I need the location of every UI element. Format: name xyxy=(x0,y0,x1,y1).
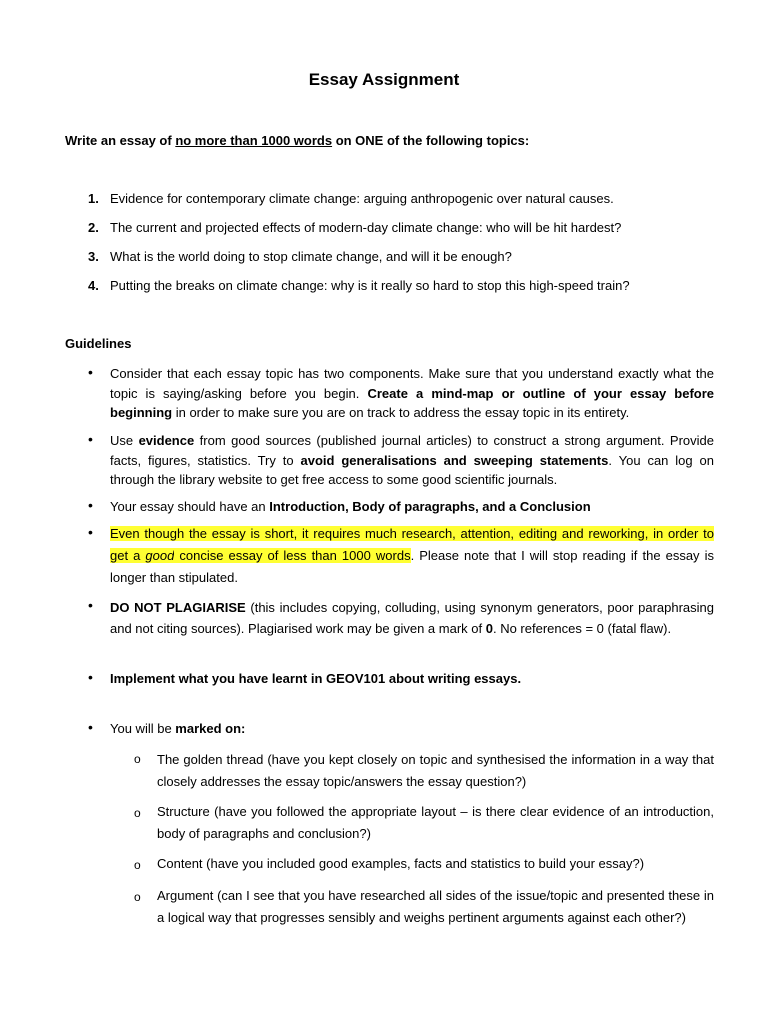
bullet-icon: • xyxy=(88,497,93,513)
guideline-emphasis: marked on: xyxy=(175,721,246,736)
highlighted-text: concise essay of less than 1000 words xyxy=(174,548,411,563)
guidelines-heading: Guidelines xyxy=(65,336,132,351)
topic-number: 3. xyxy=(88,249,99,264)
guideline-text: from good sources (published journal articles) to construct a strong argument. Provide facts, figures, statistics. Try to xyxy=(110,433,714,468)
guideline-emphasis: avoid generalisations and sweeping statements xyxy=(300,452,609,468)
highlighted-italic-text: good xyxy=(145,548,175,563)
highlighted-text: Even though the essay is short, it requires much research, attention, editing and reworking, in order to get a xyxy=(110,526,714,563)
marking-criterion: The golden thread (have you kept closely on topic and synthesised the information in a way that closely addresses the essay topic/answers the essay question?) xyxy=(157,752,714,789)
marking-criterion: Argument (can I see that you have researched all sides of the issue/topic and presented these in a logical way that progresses sensibly and weighs pertinent arguments against each other?) xyxy=(157,888,714,925)
guideline-emphasis: Implement what you have learnt in GEOV101 about writing essays. xyxy=(110,671,522,686)
circle-bullet-icon: o xyxy=(134,858,141,872)
guideline-text: You will be xyxy=(110,721,176,736)
topic-number: 2. xyxy=(88,220,99,235)
guideline-text: (this includes copying, colluding, using synonym generators, poor paraphrasing and not citing sources). Plagiarised work may be given a mark of xyxy=(110,600,714,636)
guideline-text: . No references = 0 (fatal flaw). xyxy=(492,621,672,636)
instruction-start: Write an essay of xyxy=(65,133,176,148)
bullet-icon: • xyxy=(88,669,93,685)
circle-bullet-icon: o xyxy=(134,806,141,820)
guideline-emphasis: Create a mind-map or outline of your essay before beginning xyxy=(110,385,714,420)
guideline-emphasis: DO NOT PLAGIARISE xyxy=(110,600,246,615)
topic-text: Evidence for contemporary climate change: arguing anthropogenic over natural causes. xyxy=(110,191,614,206)
circle-bullet-icon: o xyxy=(134,890,141,904)
marking-criterion: Structure (have you followed the appropriate layout – is there clear evidence of an introduction, body of paragraphs and conclusion?) xyxy=(157,804,714,841)
instruction-end: on ONE of the following topics: xyxy=(332,133,530,148)
bullet-icon: • xyxy=(88,364,93,380)
topic-text: Putting the breaks on climate change: why is it really so hard to stop this high-speed train? xyxy=(110,278,630,293)
topic-item xyxy=(88,248,728,277)
guideline-item xyxy=(110,669,714,689)
topic-item xyxy=(88,190,728,219)
topic-item xyxy=(88,219,728,248)
marking-criterion: Content (have you included good examples, facts and statistics to build your essay?) xyxy=(157,856,645,871)
guideline-item xyxy=(110,497,714,517)
guideline-text: in order to make sure you are on track to address the essay topic in its entirety. xyxy=(172,405,630,420)
assignment-instruction xyxy=(65,133,725,148)
guideline-emphasis: 0 xyxy=(485,621,493,636)
guideline-item-highlighted xyxy=(110,523,714,589)
guideline-emphasis: Introduction, Body of paragraphs, and a Conclusion xyxy=(269,499,591,514)
bullet-icon: • xyxy=(88,597,93,613)
bullet-icon: • xyxy=(88,719,93,735)
topic-list xyxy=(88,190,728,306)
guideline-text: Use xyxy=(110,433,139,448)
page-title: Essay Assignment xyxy=(308,70,460,89)
marking-heading xyxy=(110,719,714,739)
topic-text: What is the world doing to stop climate change, and will it be enough? xyxy=(110,249,512,264)
topic-number: 4. xyxy=(88,278,99,293)
guideline-emphasis: evidence xyxy=(138,433,195,448)
topic-number: 1. xyxy=(88,191,99,206)
guideline-text: Consider that each essay topic has two components. Make sure that you understand exactly what the topic is saying/asking before you begin. xyxy=(110,366,714,401)
guideline-item xyxy=(110,597,714,639)
word-limit: no more than 1000 words xyxy=(175,133,333,148)
guideline-text: Your essay should have an xyxy=(110,499,270,514)
guideline-text: . You can log on through the library website to get free access to some good scientific journals. xyxy=(110,452,714,487)
guideline-text: . Please note that I will stop reading if the essay is longer than stipulated. xyxy=(110,548,714,585)
guideline-item xyxy=(110,364,714,423)
topic-text: The current and projected effects of modern-day climate change: who will be hit hardest? xyxy=(110,220,622,235)
bullet-icon: • xyxy=(88,431,93,447)
guideline-item xyxy=(110,431,714,490)
topic-item xyxy=(88,277,728,306)
circle-bullet-icon: o xyxy=(134,752,141,766)
bullet-icon: • xyxy=(88,524,93,540)
